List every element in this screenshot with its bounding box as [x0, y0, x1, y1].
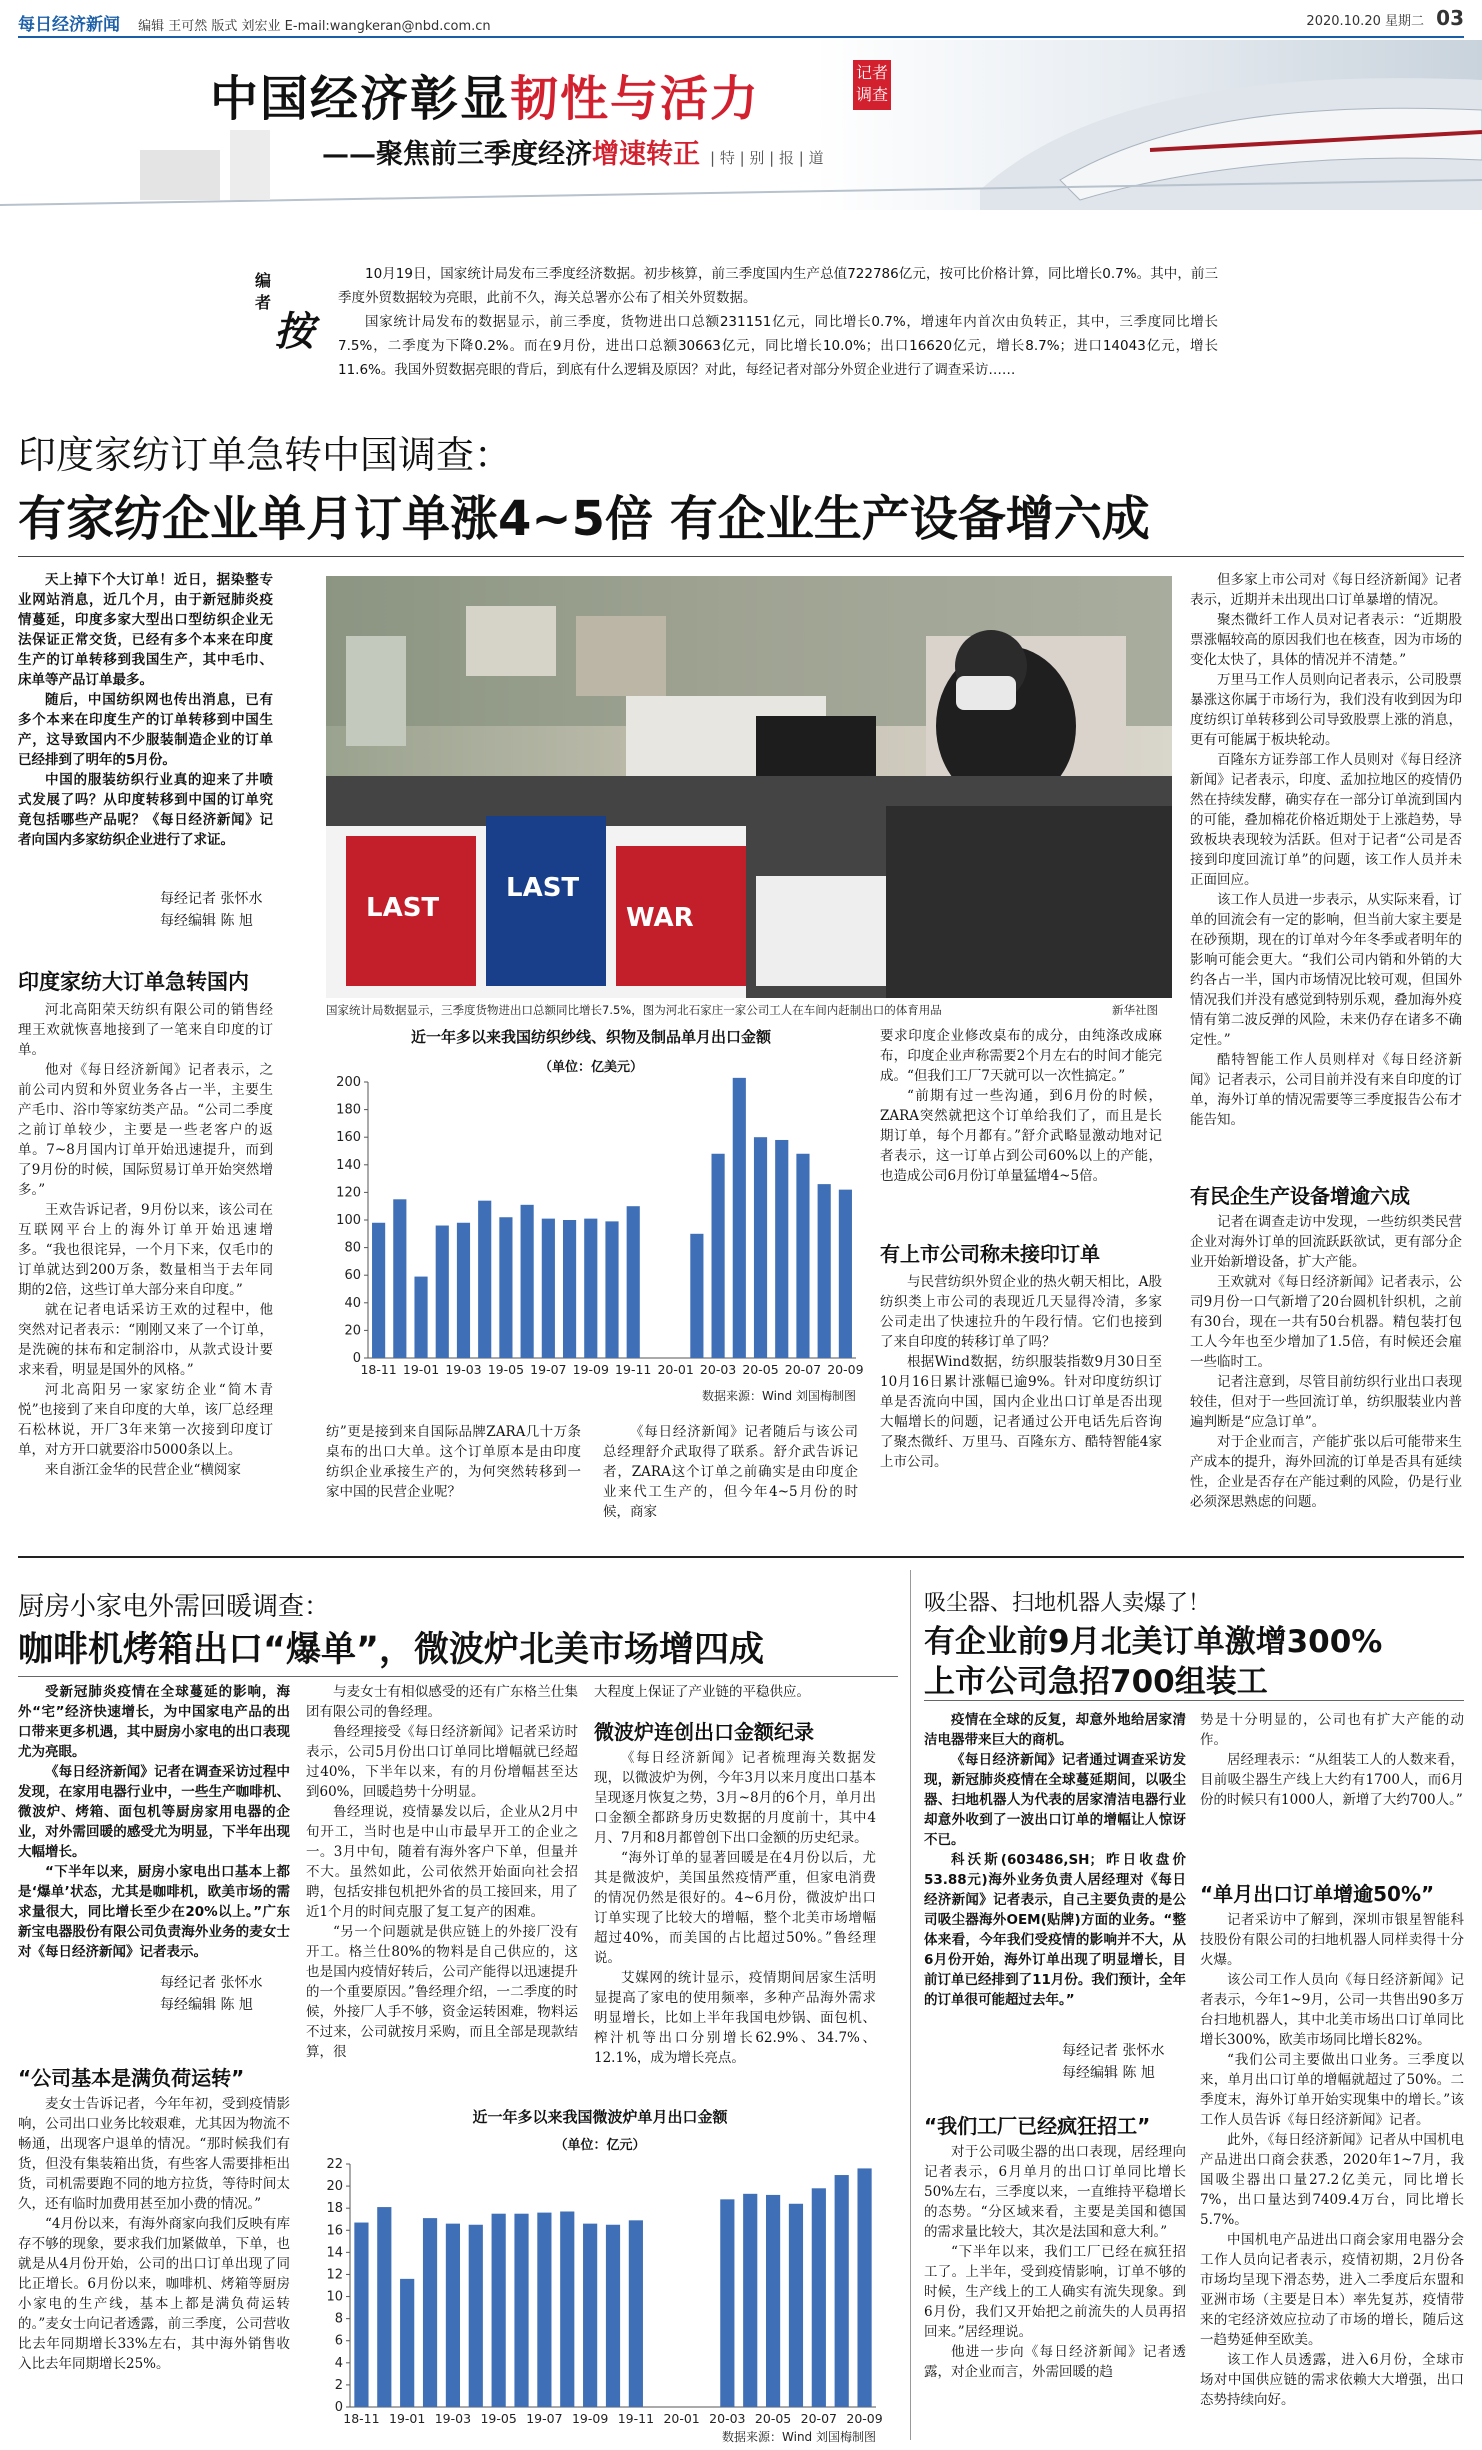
a1-r-p8: 王欢就对《每日经济新闻》记者表示，公司9月份一口气新增了20台圆机针织机，之前有30台，现在一共有50台机器。精包装打包工人今年也至少增加了1.5倍，有时候还会雇一些临时工。 — [1190, 1274, 1462, 1370]
paper-name: 每日经济新闻 — [18, 15, 120, 35]
y-tick-label: 6 — [334, 2333, 343, 2349]
a1-r-p1: 但多家上市公司对《每日经济新闻》记者表示，近期并未出现出口订单暴增的情况。 — [1190, 572, 1462, 608]
article1-right-col-2 — [1190, 1212, 1462, 1512]
a1-byline-reporter: 每经记者 张怀水 — [160, 891, 263, 907]
header-rule — [18, 36, 1464, 38]
chart1-unit: （单位：亿美元） — [538, 1060, 643, 1075]
bar-20-08 — [818, 1184, 831, 1358]
x-tick-label: 19-03 — [445, 1362, 482, 1377]
x-tick-label: 18-11 — [360, 1362, 397, 1377]
bar-19-06 — [514, 2214, 528, 2407]
x-tick-label: 20-05 — [742, 1362, 779, 1377]
article3-col-left — [924, 2142, 1186, 2382]
bar-18-11 — [354, 2223, 368, 2407]
x-tick-label: 20-05 — [754, 2411, 792, 2426]
svg-text:LAST: LAST — [366, 893, 440, 923]
a2-c2-p4: “另一个问题就是供应链上的外接厂没有开工。格兰仕80%的物料是自己供应的，这也是国内疫情好转后，公司产能得以迅速提升的一个重要原因。”鲁经理介绍，一二季度的时候，外接厂人手不够，资金运转困难，物料运不过来，公司就按月采购，而且全部是现款结算，很 — [306, 1924, 578, 2060]
article1-byline — [160, 888, 280, 932]
y-tick-label: 20 — [326, 2179, 343, 2195]
bar-19-01 — [400, 2279, 414, 2407]
a1-r-p4: 百隆东方证券部工作人员则对《每日经济新闻》记者表示，印度、孟加拉地区的疫情仍然在持续发酵，确实存在一部分订单流到国内的可能，叠加棉花价格近期处于上涨趋势，导致板块表现较为活跃。但对于记者“公司是否接到印度回流订单”的问题，该工作人员并未正面回应。 — [1190, 752, 1462, 888]
a1-c1-p4: 就在记者电话采访王欢的过程中，他突然对记者表示：“刚刚又来了一个订单，是洗碗的抹布和定制浴巾，从款式设计要求来看，明显是国外的风格。” — [18, 1302, 273, 1378]
bar-19-10 — [605, 1221, 618, 1358]
x-tick-label: 19-11 — [615, 1362, 652, 1377]
reporter-investigation-tag — [853, 60, 891, 110]
y-tick-label: 140 — [336, 1157, 361, 1173]
bar-19-09 — [583, 2224, 597, 2407]
a2-c3-p1: 大程度上保证了产业链的平稳供应。 — [594, 1684, 810, 1700]
article2-col3-2 — [594, 1748, 876, 2068]
bar-19-06 — [521, 1205, 534, 1358]
chart1-bar-chart — [326, 1074, 866, 1404]
a1-subhead-2: 有上市公司称未接印订单 — [880, 1242, 1100, 1266]
x-tick-label: 18-11 — [343, 2411, 380, 2426]
article1-kicker: 印度家纺订单急转中国调查： — [18, 433, 513, 477]
a1-m-p2: “前期有过一些沟通，到6月份的时候，ZARA突然就把这个订单给我们了，而且是长期订单，每个月都有。”舒介武略显激动地对记者表示，这一订单占到公司60%以上的产能，也造成公司6月份订单量猛增4~5倍。 — [880, 1088, 1162, 1184]
photo-credit: 新华社图 — [1112, 1003, 1158, 1017]
a1-r-p10: 对于企业而言，产能扩张以后可能带来生产成本的提升，海外回流的订单是否具有延续性，企业是否存在产能过剩的风险，仍是行业必须深思熟虑的问题。 — [1190, 1434, 1462, 1510]
article2-lead — [18, 1682, 290, 1962]
bar-19-04 — [469, 2225, 483, 2407]
a3-r-p3: 记者采访中了解到，深圳市银星智能科技股份有限公司的扫地机器人同样卖得十分火爆。 — [1200, 1912, 1464, 1968]
y-tick-label: 160 — [336, 1130, 361, 1146]
a1-r-p9: 记者注意到，尽管目前纺织行业出口表现较佳，但对于一些回流订单，纺织服装业内普遍判断是“应急订单”。 — [1190, 1374, 1462, 1430]
x-tick-label: 20-03 — [709, 2411, 746, 2426]
article2-col1 — [18, 2094, 290, 2374]
bar-20-06 — [775, 1140, 788, 1358]
a3-byline-editor: 每经编辑 陈 旭 — [1062, 2065, 1155, 2081]
y-tick-label: 0 — [334, 2400, 343, 2415]
bar-19-08 — [560, 2211, 574, 2407]
bar-20-04 — [733, 1078, 746, 1358]
x-tick-label: 20-07 — [784, 1362, 822, 1377]
bar-20-09 — [839, 1190, 852, 1358]
y-tick-label: 18 — [326, 2201, 343, 2217]
a3-byline-reporter: 每经记者 张怀水 — [1062, 2043, 1165, 2059]
a3-l-p3: 他进一步向《每日经济新闻》记者透露，对企业而言，外需回暖的趋 — [924, 2344, 1186, 2380]
bar-20-05 — [766, 2195, 780, 2407]
x-tick-label: 19-03 — [434, 2411, 472, 2426]
banner-title-part2: 韧性与活力 — [510, 71, 761, 127]
a2-c2-p1: 与麦女士有相似感受的还有广东格兰仕集团有限公司的鲁经理。 — [306, 1684, 578, 1720]
a2-c2-p2: 鲁经理接受《每日经济新闻》记者采访时表示，公司5月份出口订单同比增幅就已经超过40%，下半年以来，有的月份增幅甚至达到60%，回暖趋势十分明显。 — [306, 1724, 578, 1800]
article1-headline: 有家纺企业单月订单涨4~5倍 有企业生产设备增六成 — [18, 491, 1150, 547]
x-tick-label: 20-09 — [846, 2411, 883, 2426]
x-tick-label: 20-03 — [699, 1362, 737, 1377]
bar-20-09 — [857, 2168, 871, 2407]
bar-19-03 — [457, 1223, 470, 1358]
a2-subhead-1: “公司基本是满负荷运转” — [18, 2066, 245, 2090]
a1-lead-p1: 天上掉下个大订单！近日，据染整专业网站消息，近几个月，由于新冠肺炎疫情蔓延，印度多家大型出口型纺织企业无法保证正常交货，已经有多个本来在印度生产的订单转移到我国生产，其中毛巾、床单等产品订单最多。 — [18, 572, 273, 688]
staff-line: 编辑 王可然 版式 刘宏业 E-mail:wangkeran@nbd.com.cn — [138, 19, 491, 34]
article2-kicker: 厨房小家电外需回暖调查： — [18, 1592, 331, 1622]
x-tick-label: 20-01 — [663, 2411, 700, 2426]
article3-byline — [1062, 2040, 1186, 2084]
bar-19-07 — [542, 1219, 555, 1358]
a2-subhead-2: 微波炉连创出口金额纪录 — [594, 1720, 814, 1744]
a1-c1-p2: 他对《每日经济新闻》记者表示，之前公司内贸和外贸业务各占一半，主要生产毛巾、浴巾等家纺类产品。“公司二季度之前订单较少，主要是一些老客户的返单。7~8月国内订单开始迅速提升，而到了9月份的时候，国际贸易订单开始突然增多。” — [18, 1062, 273, 1198]
a1-r-p7: 记者在调查走访中发现，一些纺织类民营企业对海外订单的回流跃跃欲试，更有部分企业开始新增设备，扩大产能。 — [1190, 1214, 1462, 1270]
a3-l-p1: 对于公司吸尘器的出口表现，居经理向记者表示，6月单月的出口订单同比增长50%左右，三季度以来，一直维持平稳增长的态势。“分区域来看，主要是美国和德国的需求量比较大，其次是法国和意大利。” — [924, 2144, 1186, 2240]
a1-lead-p3: 中国的服装纺织行业真的迎来了井喷式发展了吗？从印度转移到中国的订单究竟包括哪些产品呢？《每日经济新闻》记者向国内多家纺织企业进行了求证。 — [18, 772, 273, 848]
y-tick-label: 14 — [326, 2245, 343, 2261]
x-tick-label: 19-05 — [487, 1362, 525, 1377]
x-tick-label: 19-09 — [572, 1362, 609, 1377]
a2-c3-p3: “海外订单的显著回暖是在4月份以后，尤其是微波炉，美国虽然疫情严重，但家电消费的情况仍然是很好的。4~6月份，微波炉出口订单实现了比较大的增幅，整个北美市场增幅超过40%，而美国的占比超过50%。”鲁经理说。 — [594, 1850, 876, 1966]
a1-m-p3: 与民营纺织外贸企业的热火朝天相比，A股纺织类上市公司的表现近几天显得冷清，多家公司走出了快速拉升的午段行情。它们也接到了来自印度的转移订单了吗？ — [880, 1274, 1162, 1350]
chart-source: 数据来源：Wind 刘国梅制图 — [722, 2430, 876, 2444]
y-tick-label: 100 — [336, 1213, 361, 1228]
a3-lead-p3: 科沃斯(603486,SH；昨日收盘价53.88元)海外业务负责人居经理对《每日经济新闻》记者表示，自己主要负责的是公司吸尘器海外OEM(贴牌)方面的业务。“整体来看，今年我们受疫情的影响并不大，从6月份开始，海外订单出现了明显增长，目前订单已经排到了11月份。我们预计，全年的订单很可能超过去年。” — [924, 1852, 1186, 2008]
page-header — [18, 6, 1464, 36]
note-label-1: 编 — [255, 271, 272, 290]
a1-c1-p5: 河北高阳另一家家纺企业“简木青悦”也接到了来自印度的大单，该厂总经理石松林说，开厂3年来第一次接到印度订单，对方开口就要浴巾5000条以上。 — [18, 1382, 273, 1458]
note-label-2: 者 — [255, 293, 272, 312]
a3-r-p5: “我们公司主要做出口业务。三季度以来，单月出口订单的增幅就超过了50%。二季度末，海外订单开始实现集中的增长。”该工作人员告诉《每日经济新闻》记者。 — [1200, 2052, 1464, 2128]
tag-line2: 调查 — [855, 85, 888, 104]
chart2-unit: （单位：亿元） — [554, 2138, 646, 2153]
x-tick-label: 19-07 — [526, 2411, 563, 2426]
a2-c1-p1: 麦女士告诉记者，今年年初，受到疫情影响，公司出口业务比较艰难，尤其因为物流不畅通，出现客户退单的情况。“那时候我们有货，但没有集装箱出货，有些客人需要排柜出货，司机需要跑不同的地方拉货，等待时间太久，还有临时加费用甚至加小费的情况。” — [18, 2096, 290, 2212]
article3-rule — [924, 1700, 1464, 1701]
x-tick-label: 19-11 — [617, 2411, 655, 2426]
article3-lead — [924, 1710, 1186, 2010]
page-number: 03 — [1436, 6, 1464, 30]
bar-18-12 — [377, 2207, 391, 2407]
a1-uc-p1: 纺”更是接到来自国际品牌ZARA几十万条桌布的出口大单。这个订单原本是由印度纺织企业承接生产的，为何突然转移到一家中国的民营企业呢？ — [326, 1424, 581, 1500]
bar-19-05 — [499, 1217, 512, 1358]
bar-20-02 — [690, 1234, 703, 1358]
bar-20-08 — [835, 2175, 849, 2407]
a1-uc-p2: 《每日经济新闻》记者随后与该公司总经理舒介武取得了联系。舒介武告诉记者，ZARA这个订单之前确实是由印度企业来代工生产的，但今年4~5月份的时候，商家 — [603, 1424, 858, 1520]
bar-19-09 — [584, 1219, 597, 1358]
article2-byline — [160, 1972, 280, 2016]
x-tick-label: 20-07 — [800, 2411, 837, 2426]
article3-col-right-2 — [1200, 1910, 1464, 2410]
bar-19-03 — [446, 2224, 460, 2407]
a3-l-p2: “下半年以来，我们工厂已经在疯狂招工了。上半年，受到疫情影响，订单不够的时候，生产线上的工人确实有流失现象。到6月份，我们又开始把之前流失的人员再招回来。”居经理说。 — [924, 2244, 1186, 2340]
y-tick-label: 4 — [334, 2355, 343, 2371]
y-tick-label: 12 — [326, 2267, 343, 2283]
x-tick-label: 20-09 — [827, 1362, 864, 1377]
article2-rule — [18, 1676, 898, 1677]
bar-20-04 — [743, 2194, 757, 2407]
a1-c1-p3: 王欢告诉记者，9月份以来，该公司在互联网平台上的海外订单开始迅速增多。“我也很诧异，一个月下来，仅毛巾的订单就达到200万条，数量相当于去年同期的2倍，这些订单大部分来自印度。” — [18, 1202, 273, 1298]
chart-source: 数据来源：Wind 刘国梅制图 — [702, 1389, 856, 1403]
a1-under-chart-right — [603, 1422, 858, 1522]
y-tick-label: 2 — [334, 2377, 343, 2393]
y-tick-label: 16 — [326, 2223, 343, 2239]
y-tick-label: 60 — [344, 1268, 361, 1284]
y-tick-label: 22 — [326, 2157, 343, 2172]
a1-r-p5: 该工作人员进一步表示，从实际来看，订单的回流会有一定的影响，但当前大家主要是在砂预期，现在的订单对今年冬季或者明年的影响可能会更大。“我们公司内销和外销的大约各占一半，国内市场情况比较可观，但国外情况我们并没有感觉到特别乐观，叠加海外疫情有第二波反弹的风险，未来仍存在诸多不确定性。” — [1190, 892, 1462, 1048]
article-column-divider — [910, 1570, 911, 2440]
special-report-banner — [0, 40, 1482, 210]
banner-title-part1: 中国经济彰显 — [210, 71, 511, 127]
a2-byline-editor: 每经编辑 陈 旭 — [160, 1997, 253, 2013]
a1-c1-p6: 来自浙江金华的民营企业“横阅家 — [45, 1462, 241, 1478]
bar-20-05 — [754, 1137, 767, 1358]
bar-19-10 — [606, 2225, 620, 2407]
a1-r-p6: 酷特智能工作人员则样对《每日经济新闻》记者表示，公司目前并没有来自印度的订单，海外订单的情况需要等三季度报告公布才能告知。 — [1190, 1052, 1462, 1128]
a2-lead-p2: 《每日经济新闻》记者在调查采访过程中发现，在家用电器行业中，一些生产咖啡机、微波炉、烤箱、面包机等厨房家用电器的企业，对外需回暖的感受尤为明显，下半年出现大幅增长。 — [18, 1764, 290, 1860]
a3-r-p1: 势是十分明显的，公司也有扩大产能的动作。 — [1200, 1712, 1464, 1748]
y-tick-label: 80 — [344, 1240, 361, 1256]
bar-19-08 — [563, 1220, 576, 1358]
editor-note-text — [338, 262, 1218, 382]
y-tick-label: 8 — [334, 2311, 343, 2327]
a2-byline-reporter: 每经记者 张怀水 — [160, 1975, 263, 1991]
a3-subhead-1: “我们工厂已经疯狂招工” — [924, 2114, 1151, 2138]
a3-r-p6: 此外，《每日经济新闻》记者从中国机电产品进出口商会获悉，2020年1~7月，我国吸尘器出口量27.2亿美元，同比增长7%，出口量达到7409.4万台，同比增长5.7%。 — [1200, 2132, 1464, 2228]
a3-r-p4: 该公司工作人员向《每日经济新闻》记者表示，今年1~9月，公司一共售出90多万台扫地机器人，其中北美市场出口订单同比增长300%，欧美市场同比增长82%。 — [1200, 1972, 1464, 2048]
a1-byline-editor: 每经编辑 陈 旭 — [160, 913, 253, 929]
chart2-title: 近一年多以来我国微波炉单月出口金额 — [472, 2108, 728, 2126]
chart2-bar-chart — [310, 2150, 890, 2445]
bar-20-03 — [720, 2199, 734, 2407]
a2-lead-p3: “下半年以来，厨房小家电出口基本上都是‘爆单’状态，尤其是咖啡机，欧美市场的需求量很大，同比增长至少在20%以上。”广东新宝电器股份有限公司负责海外业务的麦女士对《每日经济新闻》记者表示。 — [18, 1864, 290, 1960]
tag-line1: 记者 — [855, 63, 888, 82]
bar-19-04 — [478, 1201, 491, 1358]
x-tick-label: 19-09 — [571, 2411, 609, 2426]
bar-19-11 — [629, 2220, 643, 2407]
bar-19-02 — [436, 1226, 449, 1358]
x-tick-label: 19-07 — [530, 1362, 567, 1377]
a2-c3-p4: 艾媒网的统计显示，疫情期间居家生活明显提高了家电的使用频率，多种产品海外需求明显增长，比如上半年我国电炒锅、面包机、榨汁机等出口分别增长62.9%、34.7%、12.1%，成为增长亮点。 — [594, 1970, 876, 2066]
a1-r-p3: 万里马工作人员则向记者表示，公司股票暴涨这你属于市场行为，我们没有收到因为印度纺织订单转移到公司导致股票上涨的消息，更有可能属于板块轮动。 — [1190, 672, 1462, 748]
bar-20-07 — [812, 2188, 826, 2407]
bar-19-01 — [414, 1277, 427, 1358]
y-tick-label: 180 — [336, 1102, 361, 1118]
a1-lead-p2: 随后，中国纺织网也传出消息，已有多个本来在印度生产的订单转移到中国生产，这导致国内不少服装制造企业的订单已经排到了明年的5月份。 — [18, 692, 273, 768]
a3-subhead-2: “单月出口订单增逾50%” — [1200, 1882, 1435, 1906]
article3-col-right — [1200, 1710, 1464, 1810]
article1-right-col — [1190, 570, 1462, 1130]
bar-20-07 — [796, 1154, 809, 1358]
a3-r-p2: 居经理表示：“从组装工人的人数来看，目前吸尘器生产线上大约有1700人，而6月份的时候只有1000人，新增了大约700人。” — [1200, 1752, 1464, 1808]
a1-subhead-3: 有民企生产设备增逾六成 — [1190, 1184, 1410, 1208]
special-report-label: | 特 | 别 | 报 | 道 — [710, 149, 824, 167]
article2-col2 — [306, 1682, 578, 2062]
banner-subtitle-highlight: 增速转正 — [592, 139, 700, 170]
banner-subtitle: ——聚焦前三季度经济 — [322, 139, 592, 170]
editor-note-big-char: 按 — [274, 308, 314, 355]
bar-19-11 — [627, 1206, 640, 1358]
a2-c2-p3: 鲁经理说，疫情暴发以后，企业从2月中旬开工，当时也是中山市最早开工的企业之一。3月中旬，随着有海外客户下单，但量并不大。虽然如此，公司依然开始面向社会招聘，包括安排包机把外省的员工接回来，用了近1个月的时间克服了复工复产的困难。 — [306, 1804, 578, 1920]
a1-r-p2: 聚杰微纤工作人员对记者表示：“近期股票涨幅较高的原因我们也在核查，因为市场的变化太快了，具体的情况并不清楚。” — [1190, 612, 1462, 668]
a1-under-chart-left — [326, 1422, 581, 1502]
a1-m-p1: 要求印度企业修改桌布的成分，由纯涤改成麻布，印度企业声称需要2个月左右的时间才能完成。“但我们工厂7天就可以一次性搞定。” — [880, 1028, 1162, 1084]
x-tick-label: 19-05 — [480, 2411, 517, 2426]
article3-headline-2: 上市公司急招700组装工 — [924, 1664, 1268, 1700]
issue-date: 2020.10.20 星期二 — [1306, 14, 1424, 29]
y-tick-label: 120 — [336, 1185, 361, 1201]
a3-lead-p2: 《每日经济新闻》记者通过调查采访发现，新冠肺炎疫情在全球蔓延期间，以吸尘器、扫地机器人为代表的居家清洁电器行业却意外收到了一波出口订单的增幅让人惊讶不已。 — [924, 1752, 1186, 1848]
bar-19-05 — [492, 2214, 506, 2407]
a1-subhead-1: 印度家纺大订单急转国内 — [18, 970, 249, 994]
article1-col1 — [18, 1000, 273, 1480]
bar-20-06 — [789, 2204, 803, 2407]
a3-lead-p1: 疫情在全球的反复，却意外地给居家清洁电器带来巨大的商机。 — [924, 1712, 1186, 1748]
factory-photo — [326, 576, 1172, 998]
a2-c1-p2: “4月份以来，有海外商家向我们反映有库存不够的现象，要求我们加紧做单，下单，也就是从4月份开始，公司的出口订单出现了同比正增长。6月份以来，咖啡机、烤箱等厨房小家电的生产线，基本上都是满负荷运转的。”麦女士向记者透露，前三季度，公司营收比去年同期增长33%左右，其中海外销售收入比去年同期增长25%。 — [18, 2216, 290, 2372]
photo-caption: 国家统计局数据显示，三季度货物进出口总额同比增长7.5%，图为河北石家庄一家公司工人在车间内赶制出口的体育用品 — [326, 1003, 942, 1017]
x-tick-label: 19-01 — [402, 1362, 440, 1377]
article2-headline: 咖啡机烤箱出口“爆单”，微波炉北美市场增四成 — [18, 1630, 765, 1670]
article1-mid-col-2 — [880, 1272, 1162, 1472]
x-tick-label: 20-01 — [657, 1362, 694, 1377]
article1-lead — [18, 570, 273, 850]
svg-text:LAST: LAST — [506, 873, 580, 903]
bar-20-03 — [712, 1154, 725, 1358]
article1-mid-col — [880, 1026, 1162, 1186]
a3-r-p7: 中国机电产品进出口商会家用电器分会工作人员向记者表示，疫情初期，2月份各市场均呈现下滑态势，进入二季度后东盟和亚洲市场（主要是日本）率先复苏，疫情带来的宅经济效应拉动了市场的增长，随后这一趋势延伸至欧美。 — [1200, 2232, 1464, 2348]
bar-18-11 — [372, 1223, 385, 1358]
editor-note-p2: 国家统计局发布的数据显示，前三季度，货物进出口总额231151亿元，同比增长0.7%，增速年内首次由负转正，其中，三季度同比增长7.5%，二季度为下降0.2%。而在9月份，进出口总额30663亿元，同比增长10.0%；出口16620亿元，增长8.7%；进口14043亿元，增长11.6%。我国外贸数据亮眼的背后，到底有什么逻辑及原因？对此，每经记者对部分外贸企业进行了调查采访…… — [338, 314, 1218, 378]
article1-rule — [18, 556, 1464, 557]
x-tick-label: 19-01 — [389, 2411, 426, 2426]
y-tick-label: 10 — [326, 2289, 343, 2305]
bar-19-07 — [537, 2213, 551, 2407]
article3-kicker: 吸尘器、扫地机器人卖爆了！ — [924, 1591, 1211, 1616]
a1-m-p4: 根据Wind数据，纺织服装指数9月30日至10月16日累计涨幅已逾9%。针对印度纺织订单是否流向中国，国内企业出口订单是否出现大幅增长的问题，记者通过公开电话先后咨询了聚杰微纤、万里马、百隆东方、酷特智能4家上市公司。 — [880, 1354, 1162, 1470]
svg-text:WAR: WAR — [626, 903, 694, 933]
y-tick-label: 20 — [344, 1323, 361, 1339]
bar-19-02 — [423, 2218, 437, 2407]
bar-18-12 — [393, 1199, 406, 1358]
section-divider — [18, 1556, 1464, 1558]
a1-c1-p1: 河北高阳荣天纺织有限公司的销售经理王欢就恢喜地接到了一笔来自印度的订单。 — [18, 1002, 273, 1058]
y-tick-label: 0 — [352, 1351, 361, 1366]
article3-headline-1: 有企业前9月北美订单激增300% — [924, 1624, 1383, 1660]
editor-note-p1: 10月19日，国家统计局发布三季度经济数据。初步核算，前三季度国内生产总值722786亿元，按可比价格计算，同比增长0.7%。其中，前三季度外贸数据较为亮眼，此前不久，海关总署亦公布了相关外贸数据。 — [338, 266, 1218, 306]
y-tick-label: 200 — [336, 1075, 361, 1090]
a2-lead-p1: 受新冠肺炎疫情在全球蔓延的影响，海外“宅”经济快速增长，为中国家电产品的出口带来更多机遇，其中厨房小家电的出口表现尤为亮眼。 — [18, 1684, 290, 1760]
a3-r-p8: 该工作人员透露，进入6月份，全球市场对中国供应链的需求依赖大大增强，出口态势持续向好。 — [1200, 2352, 1464, 2408]
a2-c3-p2: 《每日经济新闻》记者梳理海关数据发现，以微波炉为例，今年3月以来月度出口基本呈现逐月恢复之势，3月~8月的6个月，单月出口金额全都跻身历史数据的月度前十，其中4月、7月和8月都曾创下出口金额的历史纪录。 — [594, 1750, 876, 1846]
y-tick-label: 40 — [344, 1295, 361, 1311]
article2-col3 — [594, 1682, 876, 1702]
chart1-title: 近一年多以来我国纺织纱线、织物及制品单月出口金额 — [410, 1028, 771, 1046]
